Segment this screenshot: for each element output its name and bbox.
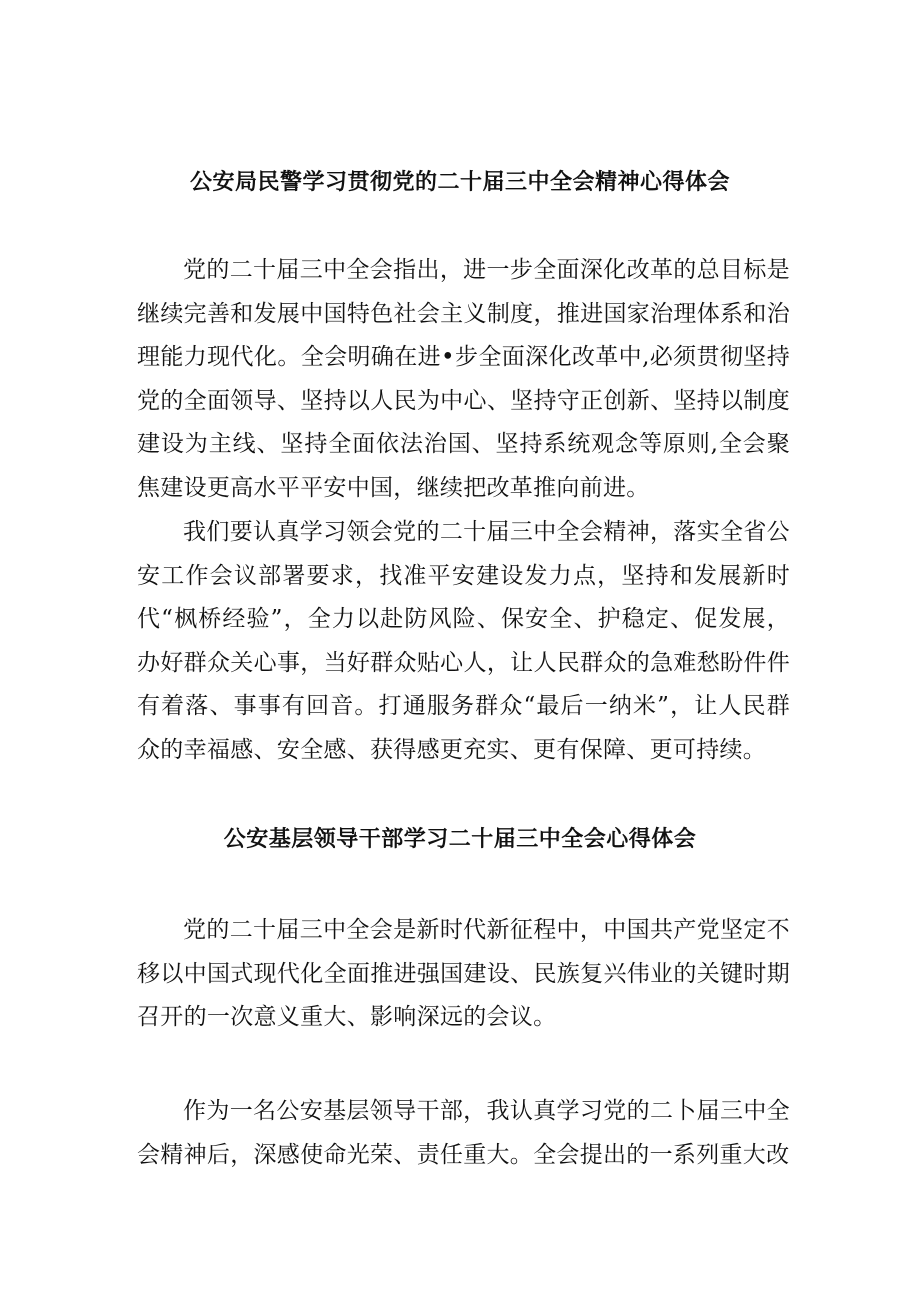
section-1-title: 公安局民警学习贯彻党的二十届三中全会精神心得体会	[189, 170, 730, 195]
section-2-paragraph-2: 作为一名公安基层领导干部，我认真学习党的二卜届三中全会精神后，深感使命光荣、责任重大。全会提出的一系列重大改	[137, 1098, 790, 1168]
section-2-title: 公安基层领导干部学习二十届三中全会心得体会	[223, 827, 697, 852]
section-2-paragraph-1: 党的二十届三中全会是新时代新征程中，中国共产党坚定不移以中国式现代化全面推进强国建设、民族复兴伟业的关键时期召开的一次意义重大、影响深远的会议。	[137, 917, 790, 1031]
section-1-paragraph-2: 我们要认真学习领会党的二十届三中全会精神，落实全省公安工作会议部署要求，找准平安建设发力点，坚持和发展新时代“枫桥经验”，全力以赴防风险、保安全、护稳定、促发展，办好群众关心事，当好群众贴心人，让人民群众的急难愁盼件件有着落、事事有回音。打通服务群众“最后一纳米”，让人民群众的幸福感、安全感、获得感更充实、更有保障、更可持续。	[137, 519, 790, 763]
section-1-paragraph-1: 党的二十届三中全会指出，进一步全面深化改革的总目标是继续完善和发展中国特色社会主义制度，推进国家治理体系和治理能力现代化。全会明确在进•步全面深化改革中,必须贯彻坚持党的全面领导、坚持以人民为中心、坚持守正创新、坚持以制度建设为主线、坚持全面依法治国、坚持系统观念等原则,全会聚焦建设更高水平平安中国，继续把改革推向前进。	[137, 257, 790, 501]
